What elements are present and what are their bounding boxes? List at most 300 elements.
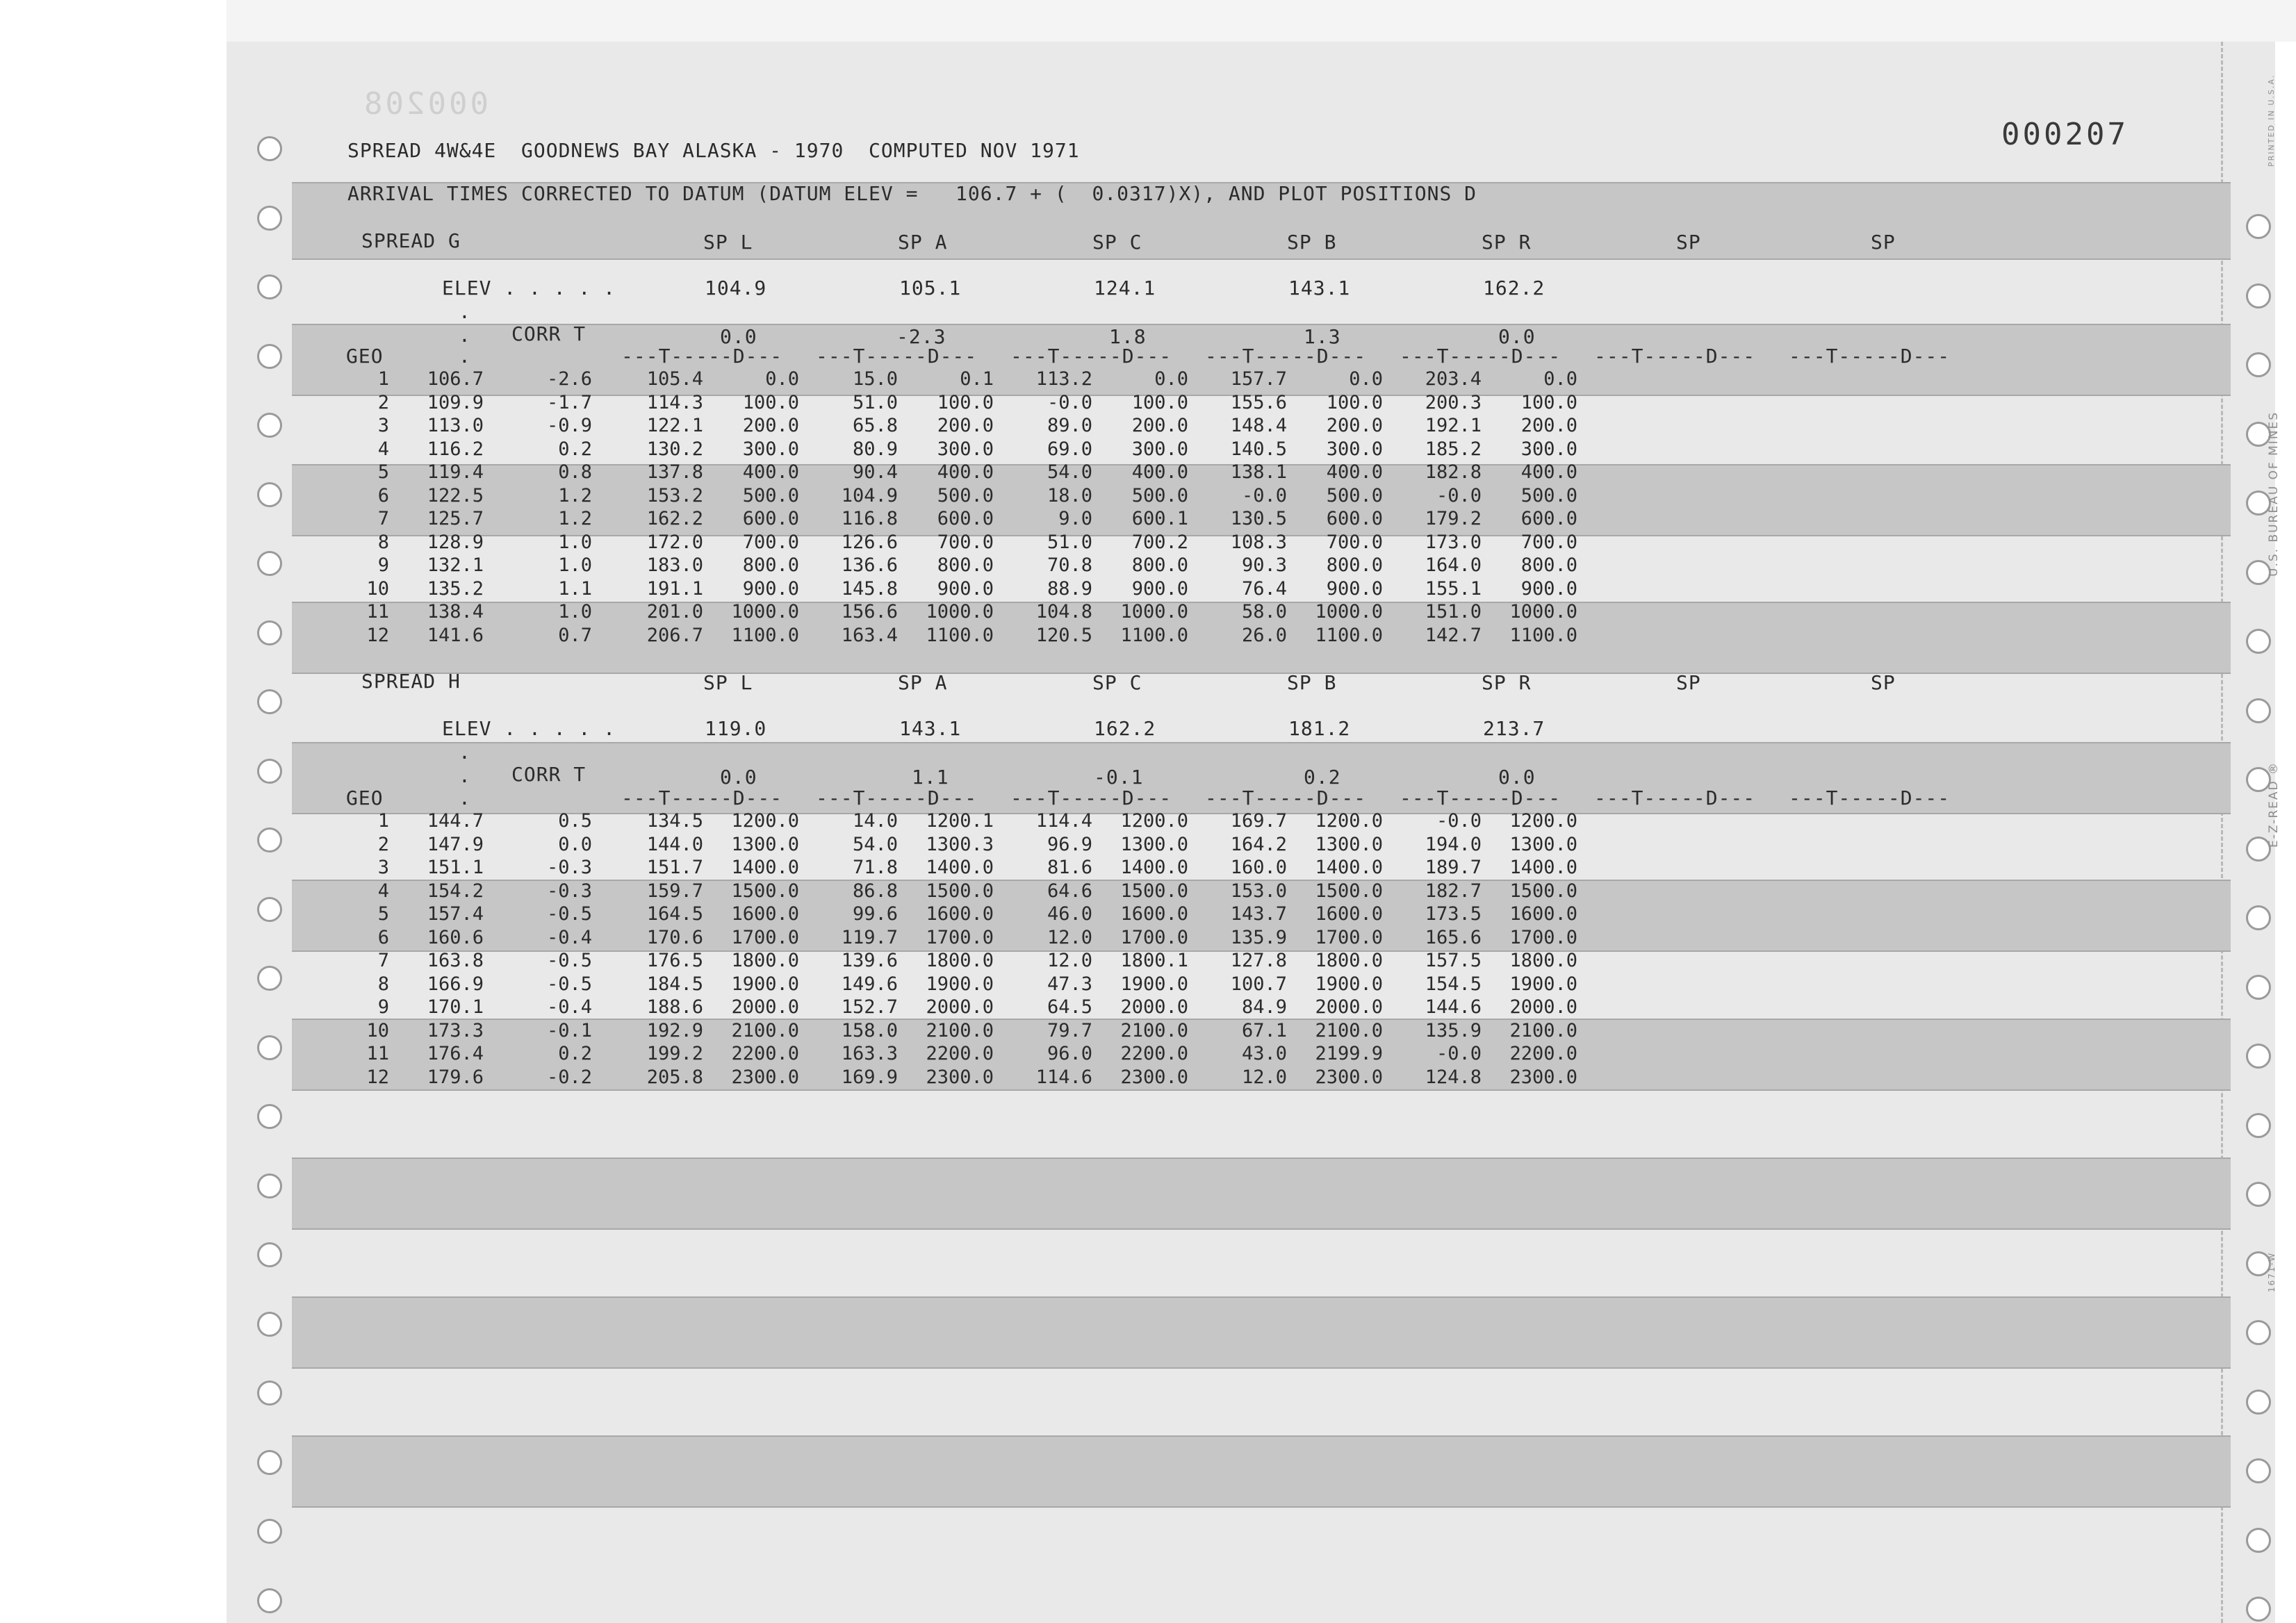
table-cell: 173.5 bbox=[1425, 903, 1482, 925]
table-cell: 65.8 bbox=[852, 415, 898, 436]
corr-value: 1.8 bbox=[1109, 325, 1147, 348]
table-cell: 600.0 bbox=[742, 508, 799, 529]
table-cell: 1000.0 bbox=[731, 601, 799, 623]
table-cell: 149.6 bbox=[841, 973, 898, 995]
td-header: ---T-----D--- bbox=[1400, 786, 1561, 809]
table-cell: 1600.0 bbox=[731, 903, 799, 925]
table-cell: 157.5 bbox=[1425, 950, 1482, 971]
feed-hole bbox=[257, 1312, 282, 1337]
table-cell: 137.8 bbox=[646, 461, 703, 483]
table-cell: 113.0 bbox=[427, 415, 484, 436]
table-cell: 100.0 bbox=[1326, 391, 1383, 413]
geo-number: 5 bbox=[377, 461, 389, 483]
table-cell: 300.0 bbox=[937, 438, 994, 460]
table-cell: 100.0 bbox=[742, 391, 799, 413]
table-cell: 71.8 bbox=[852, 857, 898, 878]
table-cell: 130.2 bbox=[646, 438, 703, 460]
table-cell: 0.5 bbox=[558, 810, 592, 832]
table-cell: 0.7 bbox=[558, 624, 592, 646]
feed-hole bbox=[257, 966, 282, 991]
feed-hole bbox=[257, 1242, 282, 1267]
table-cell: 109.9 bbox=[427, 391, 484, 413]
table-cell: 500.0 bbox=[1131, 484, 1188, 506]
table-cell: 18.0 bbox=[1047, 484, 1092, 506]
feed-hole bbox=[2246, 975, 2271, 1000]
table-cell: 500.0 bbox=[1520, 484, 1577, 506]
table-cell: 122.1 bbox=[646, 415, 703, 436]
geo-number: 6 bbox=[377, 484, 389, 506]
table-cell: 900.0 bbox=[742, 577, 799, 600]
table-cell: 147.9 bbox=[427, 833, 484, 855]
td-header: ---T-----D--- bbox=[1789, 786, 1951, 809]
table-cell: 148.4 bbox=[1230, 415, 1287, 436]
geo-number: 10 bbox=[366, 1019, 389, 1041]
table-cell: 183.0 bbox=[646, 554, 703, 576]
table-cell: 300.0 bbox=[742, 438, 799, 460]
sp-header: SP C bbox=[1092, 671, 1142, 694]
feed-hole bbox=[257, 274, 282, 299]
table-cell: 0.0 bbox=[558, 833, 592, 855]
paper-band bbox=[292, 1435, 2231, 1508]
table-cell: 2200.0 bbox=[731, 1043, 799, 1064]
table-cell: 1900.0 bbox=[926, 973, 994, 995]
table-cell: 600.0 bbox=[937, 508, 994, 529]
table-cell: 2000.0 bbox=[731, 996, 799, 1018]
table-cell: 2300.0 bbox=[926, 1066, 994, 1088]
table-cell: 160.0 bbox=[1230, 857, 1287, 878]
geo-number: 9 bbox=[377, 996, 389, 1018]
table-cell: 1200.1 bbox=[926, 810, 994, 832]
table-cell: 1.2 bbox=[558, 508, 592, 529]
geo-number: 3 bbox=[377, 415, 389, 436]
table-cell: 166.9 bbox=[427, 973, 484, 995]
geo-number: 3 bbox=[377, 857, 389, 878]
table-cell: 300.0 bbox=[1131, 438, 1188, 460]
table-cell: 120.5 bbox=[1035, 624, 1092, 646]
td-header: ---T-----D--- bbox=[1010, 786, 1172, 809]
table-cell: 2100.0 bbox=[1509, 1019, 1577, 1041]
table-cell: 188.6 bbox=[646, 996, 703, 1018]
paper-band bbox=[292, 1296, 2231, 1369]
table-cell: 169.9 bbox=[841, 1066, 898, 1088]
sp-header: SP R bbox=[1482, 671, 1532, 694]
table-cell: 67.1 bbox=[1241, 1019, 1287, 1041]
td-header: ---T-----D--- bbox=[1594, 786, 1756, 809]
geo-label: GEO bbox=[346, 345, 384, 368]
table-cell: 1400.0 bbox=[1120, 857, 1188, 878]
elev-value: 104.9 bbox=[705, 277, 767, 299]
table-cell: 128.9 bbox=[427, 531, 484, 553]
elev-value: 119.0 bbox=[705, 717, 767, 740]
feed-hole bbox=[257, 897, 282, 922]
table-cell: 192.9 bbox=[646, 1019, 703, 1041]
table-cell: 1100.0 bbox=[926, 624, 994, 646]
table-cell: 200.0 bbox=[1131, 415, 1188, 436]
table-cell: 1800.0 bbox=[926, 950, 994, 971]
table-cell: -0.3 bbox=[546, 880, 592, 902]
table-cell: -1.7 bbox=[546, 391, 592, 413]
table-cell: 700.0 bbox=[742, 531, 799, 553]
table-cell: -2.6 bbox=[546, 368, 592, 390]
table-cell: 54.0 bbox=[1047, 461, 1092, 483]
table-cell: 86.8 bbox=[852, 880, 898, 902]
table-cell: -0.0 bbox=[1436, 484, 1482, 506]
table-cell: 800.0 bbox=[1131, 554, 1188, 576]
table-cell: 1500.0 bbox=[1315, 880, 1383, 902]
dot: . bbox=[459, 786, 471, 809]
table-cell: 81.6 bbox=[1047, 857, 1092, 878]
table-cell: 2300.0 bbox=[1120, 1066, 1188, 1088]
table-cell: 1200.0 bbox=[731, 810, 799, 832]
table-cell: 142.7 bbox=[1425, 624, 1482, 646]
table-cell: 114.4 bbox=[1035, 810, 1092, 832]
table-cell: 400.0 bbox=[742, 461, 799, 483]
table-cell: 1400.0 bbox=[1315, 857, 1383, 878]
table-cell: 200.0 bbox=[742, 415, 799, 436]
geo-number: 9 bbox=[377, 554, 389, 576]
table-cell: 2000.0 bbox=[1509, 996, 1577, 1018]
table-cell: 96.9 bbox=[1047, 833, 1092, 855]
table-cell: 159.7 bbox=[646, 880, 703, 902]
table-cell: 46.0 bbox=[1047, 903, 1092, 925]
corr-label: CORR T bbox=[511, 322, 587, 345]
feed-hole bbox=[2246, 1528, 2271, 1553]
sp-header: SP bbox=[1871, 671, 1896, 694]
table-cell: 400.0 bbox=[937, 461, 994, 483]
table-cell: 104.9 bbox=[841, 484, 898, 506]
feed-hole bbox=[257, 206, 282, 231]
table-cell: 1.0 bbox=[558, 531, 592, 553]
table-cell: 1700.0 bbox=[926, 926, 994, 948]
table-cell: 900.0 bbox=[1326, 577, 1383, 600]
table-cell: 88.9 bbox=[1047, 577, 1092, 600]
feed-hole bbox=[257, 551, 282, 576]
table-cell: 1700.0 bbox=[1509, 926, 1577, 948]
table-cell: 194.0 bbox=[1425, 833, 1482, 855]
table-cell: 2199.9 bbox=[1315, 1043, 1383, 1064]
td-header: ---T-----D--- bbox=[1205, 786, 1367, 809]
table-cell: 158.0 bbox=[841, 1019, 898, 1041]
sp-header: SP R bbox=[1482, 231, 1532, 254]
table-cell: -0.2 bbox=[546, 1066, 592, 1088]
feed-hole bbox=[2246, 352, 2271, 377]
table-cell: 1100.0 bbox=[1509, 624, 1577, 646]
table-cell: 189.7 bbox=[1425, 857, 1482, 878]
table-cell: 1000.0 bbox=[1120, 601, 1188, 623]
table-cell: 135.9 bbox=[1230, 926, 1287, 948]
table-cell: 600.0 bbox=[1326, 508, 1383, 529]
geo-number: 1 bbox=[377, 368, 389, 390]
table-cell: 154.5 bbox=[1425, 973, 1482, 995]
table-cell: 114.3 bbox=[646, 391, 703, 413]
table-cell: -0.4 bbox=[546, 926, 592, 948]
table-cell: 143.7 bbox=[1230, 903, 1287, 925]
table-cell: 124.8 bbox=[1425, 1066, 1482, 1088]
table-cell: 1700.0 bbox=[731, 926, 799, 948]
table-cell: 157.7 bbox=[1230, 368, 1287, 390]
table-cell: 700.0 bbox=[1326, 531, 1383, 553]
table-cell: 1900.0 bbox=[1315, 973, 1383, 995]
table-cell: 1300.0 bbox=[731, 833, 799, 855]
table-cell: 1600.0 bbox=[1120, 903, 1188, 925]
dot: . bbox=[459, 324, 471, 347]
table-cell: 155.1 bbox=[1425, 577, 1482, 600]
dot: . bbox=[459, 345, 471, 368]
table-cell: 1.1 bbox=[558, 577, 592, 600]
perforation-line bbox=[2221, 42, 2224, 1623]
feed-hole bbox=[257, 136, 282, 161]
table-cell: 1000.0 bbox=[1509, 601, 1577, 623]
report-title: SPREAD 4W&4E GOODNEWS BAY ALASKA - 1970 COMPUTED NOV 1971 bbox=[347, 139, 1080, 162]
table-cell: 1500.0 bbox=[926, 880, 994, 902]
table-cell: 172.0 bbox=[646, 531, 703, 553]
table-cell: 138.1 bbox=[1230, 461, 1287, 483]
table-cell: 900.0 bbox=[1520, 577, 1577, 600]
feed-hole bbox=[2246, 1044, 2271, 1069]
table-cell: 108.3 bbox=[1230, 531, 1287, 553]
table-cell: 162.2 bbox=[646, 508, 703, 529]
table-cell: 1300.0 bbox=[1315, 833, 1383, 855]
table-cell: 1600.0 bbox=[1509, 903, 1577, 925]
table-cell: 1100.0 bbox=[1120, 624, 1188, 646]
table-cell: 165.6 bbox=[1425, 926, 1482, 948]
elev-value: 162.2 bbox=[1483, 277, 1545, 299]
table-cell: 700.0 bbox=[1520, 531, 1577, 553]
feed-hole bbox=[257, 1173, 282, 1198]
table-cell: 64.6 bbox=[1047, 880, 1092, 902]
table-cell: 119.4 bbox=[427, 461, 484, 483]
table-cell: 96.0 bbox=[1047, 1043, 1092, 1064]
table-cell: 132.1 bbox=[427, 554, 484, 576]
table-cell: 151.0 bbox=[1425, 601, 1482, 623]
table-cell: 153.0 bbox=[1230, 880, 1287, 902]
table-cell: 1400.0 bbox=[926, 857, 994, 878]
sp-header: SP bbox=[1871, 231, 1896, 254]
scan-margin bbox=[227, 0, 2296, 42]
corr-value: 0.0 bbox=[1498, 325, 1536, 348]
table-cell: 1400.0 bbox=[1509, 857, 1577, 878]
sp-header: SP L bbox=[703, 671, 753, 694]
feed-hole bbox=[257, 759, 282, 784]
table-cell: 64.5 bbox=[1047, 996, 1092, 1018]
table-cell: 114.6 bbox=[1035, 1066, 1092, 1088]
table-cell: 500.0 bbox=[937, 484, 994, 506]
bleed-through-number: 000208 bbox=[361, 86, 489, 122]
feed-hole bbox=[2246, 1113, 2271, 1138]
table-cell: 141.6 bbox=[427, 624, 484, 646]
table-cell: 151.1 bbox=[427, 857, 484, 878]
table-cell: -0.3 bbox=[546, 857, 592, 878]
table-cell: -0.0 bbox=[1436, 1043, 1482, 1064]
table-cell: 1800.0 bbox=[731, 950, 799, 971]
table-cell: 1500.0 bbox=[1120, 880, 1188, 902]
td-header: ---T-----D--- bbox=[1789, 345, 1951, 368]
table-cell: 300.0 bbox=[1520, 438, 1577, 460]
geo-number: 8 bbox=[377, 531, 389, 553]
table-cell: 2200.0 bbox=[926, 1043, 994, 1064]
table-cell: 113.2 bbox=[1035, 368, 1092, 390]
table-cell: 2300.0 bbox=[1315, 1066, 1383, 1088]
table-cell: 1800.0 bbox=[1315, 950, 1383, 971]
geo-number: 7 bbox=[377, 508, 389, 529]
corr-value: 0.2 bbox=[1304, 766, 1341, 789]
table-cell: 2100.0 bbox=[926, 1019, 994, 1041]
geo-number: 1 bbox=[377, 810, 389, 832]
feed-hole bbox=[2246, 214, 2271, 239]
table-cell: 0.2 bbox=[558, 438, 592, 460]
geo-number: 4 bbox=[377, 438, 389, 460]
td-header: ---T-----D--- bbox=[1205, 345, 1367, 368]
table-cell: 9.0 bbox=[1058, 508, 1092, 529]
table-cell: 127.8 bbox=[1230, 950, 1287, 971]
td-header: ---T-----D--- bbox=[1594, 345, 1756, 368]
table-cell: 155.6 bbox=[1230, 391, 1287, 413]
table-cell: 163.3 bbox=[841, 1043, 898, 1064]
table-cell: -0.4 bbox=[546, 996, 592, 1018]
table-cell: 89.0 bbox=[1047, 415, 1092, 436]
table-cell: 182.8 bbox=[1425, 461, 1482, 483]
table-cell: 0.0 bbox=[1349, 368, 1383, 390]
table-cell: 1100.0 bbox=[731, 624, 799, 646]
feed-hole bbox=[257, 1381, 282, 1406]
table-cell: 125.7 bbox=[427, 508, 484, 529]
elev-label: ELEV . . . . . bbox=[442, 717, 616, 740]
table-cell: 800.0 bbox=[1520, 554, 1577, 576]
table-cell: -0.5 bbox=[546, 973, 592, 995]
table-cell: 26.0 bbox=[1241, 624, 1287, 646]
table-cell: 104.8 bbox=[1035, 601, 1092, 623]
table-cell: 160.6 bbox=[427, 926, 484, 948]
table-cell: 1300.0 bbox=[1509, 833, 1577, 855]
corr-value: 0.0 bbox=[720, 325, 757, 348]
table-cell: 1700.0 bbox=[1120, 926, 1188, 948]
td-header: ---T-----D--- bbox=[816, 786, 978, 809]
table-cell: 119.7 bbox=[841, 926, 898, 948]
table-cell: 43.0 bbox=[1241, 1043, 1287, 1064]
table-cell: 1500.0 bbox=[1509, 880, 1577, 902]
corr-value: 0.0 bbox=[720, 766, 757, 789]
geo-number: 12 bbox=[366, 624, 389, 646]
table-cell: -0.0 bbox=[1436, 810, 1482, 832]
table-cell: 157.4 bbox=[427, 903, 484, 925]
table-cell: 200.0 bbox=[937, 415, 994, 436]
geo-number: 10 bbox=[366, 577, 389, 600]
feed-hole bbox=[257, 1588, 282, 1613]
table-cell: 170.1 bbox=[427, 996, 484, 1018]
feed-hole bbox=[2246, 905, 2271, 930]
table-cell: 163.8 bbox=[427, 950, 484, 971]
form-label: 1671-W bbox=[2267, 1251, 2277, 1292]
corr-label: CORR T bbox=[511, 763, 587, 786]
feed-hole bbox=[257, 482, 282, 507]
table-cell: 12.0 bbox=[1047, 950, 1092, 971]
table-cell: 199.2 bbox=[646, 1043, 703, 1064]
sp-header: SP L bbox=[703, 231, 753, 254]
table-cell: 600.0 bbox=[1520, 508, 1577, 529]
table-cell: 1300.3 bbox=[926, 833, 994, 855]
table-cell: 182.7 bbox=[1425, 880, 1482, 902]
table-cell: 0.0 bbox=[1154, 368, 1188, 390]
table-cell: 135.2 bbox=[427, 577, 484, 600]
dot: . bbox=[459, 300, 471, 323]
table-cell: 191.1 bbox=[646, 577, 703, 600]
table-cell: 1900.0 bbox=[731, 973, 799, 995]
table-cell: 164.0 bbox=[1425, 554, 1482, 576]
feed-hole bbox=[2246, 629, 2271, 654]
table-cell: 69.0 bbox=[1047, 438, 1092, 460]
table-cell: 1800.1 bbox=[1120, 950, 1188, 971]
table-cell: 2000.0 bbox=[1315, 996, 1383, 1018]
sp-header: SP B bbox=[1287, 671, 1337, 694]
sp-header: SP B bbox=[1287, 231, 1337, 254]
table-cell: 203.4 bbox=[1425, 368, 1482, 390]
td-header: ---T-----D--- bbox=[816, 345, 978, 368]
table-cell: 99.6 bbox=[852, 903, 898, 925]
td-header: ---T-----D--- bbox=[1400, 345, 1561, 368]
table-cell: 84.9 bbox=[1241, 996, 1287, 1018]
table-cell: 58.0 bbox=[1241, 601, 1287, 623]
table-cell: 500.0 bbox=[742, 484, 799, 506]
table-cell: 1000.0 bbox=[1315, 601, 1383, 623]
table-cell: 500.0 bbox=[1326, 484, 1383, 506]
table-cell: 164.2 bbox=[1230, 833, 1287, 855]
feed-hole bbox=[257, 620, 282, 645]
table-cell: 900.0 bbox=[1131, 577, 1188, 600]
table-cell: 154.2 bbox=[427, 880, 484, 902]
geo-number: 11 bbox=[366, 601, 389, 623]
table-cell: 139.6 bbox=[841, 950, 898, 971]
table-cell: 90.4 bbox=[852, 461, 898, 483]
table-cell: 105.4 bbox=[646, 368, 703, 390]
table-cell: 2000.0 bbox=[1120, 996, 1188, 1018]
td-header: ---T-----D--- bbox=[621, 345, 783, 368]
geo-number: 2 bbox=[377, 833, 389, 855]
table-cell: 138.4 bbox=[427, 601, 484, 623]
table-cell: 179.6 bbox=[427, 1066, 484, 1088]
report-subtitle: ARRIVAL TIMES CORRECTED TO DATUM (DATUM ELEV = 106.7 + ( 0.0317)X), AND PLOT POSITIONS D bbox=[347, 182, 1477, 205]
table-cell: 2200.0 bbox=[1120, 1043, 1188, 1064]
table-cell: 51.0 bbox=[852, 391, 898, 413]
table-cell: 136.6 bbox=[841, 554, 898, 576]
table-cell: -0.5 bbox=[546, 950, 592, 971]
feed-hole bbox=[257, 1519, 282, 1544]
printer-label: PRINTED IN U.S.A. bbox=[2267, 74, 2276, 167]
table-cell: 2100.0 bbox=[731, 1019, 799, 1041]
table-cell: 192.1 bbox=[1425, 415, 1482, 436]
geo-number: 5 bbox=[377, 903, 389, 925]
table-cell: 0.0 bbox=[1543, 368, 1577, 390]
margin-label: U.S. BUREAU OF MINES bbox=[2267, 411, 2281, 577]
elev-value: 143.1 bbox=[1288, 277, 1351, 299]
page-number: 000207 bbox=[2001, 117, 2129, 152]
table-cell: 47.3 bbox=[1047, 973, 1092, 995]
table-cell: 1400.0 bbox=[731, 857, 799, 878]
td-header: ---T-----D--- bbox=[621, 786, 783, 809]
table-cell: 122.5 bbox=[427, 484, 484, 506]
sp-header: SP bbox=[1676, 231, 1701, 254]
table-cell: 145.8 bbox=[841, 577, 898, 600]
sp-header: SP C bbox=[1092, 231, 1142, 254]
table-cell: 200.0 bbox=[1326, 415, 1383, 436]
feed-hole bbox=[2246, 698, 2271, 723]
table-cell: 1.0 bbox=[558, 554, 592, 576]
table-cell: 151.7 bbox=[646, 857, 703, 878]
feed-hole bbox=[257, 827, 282, 852]
table-cell: 163.4 bbox=[841, 624, 898, 646]
table-cell: 144.6 bbox=[1425, 996, 1482, 1018]
geo-number: 7 bbox=[377, 950, 389, 971]
table-cell: -0.0 bbox=[1047, 391, 1092, 413]
